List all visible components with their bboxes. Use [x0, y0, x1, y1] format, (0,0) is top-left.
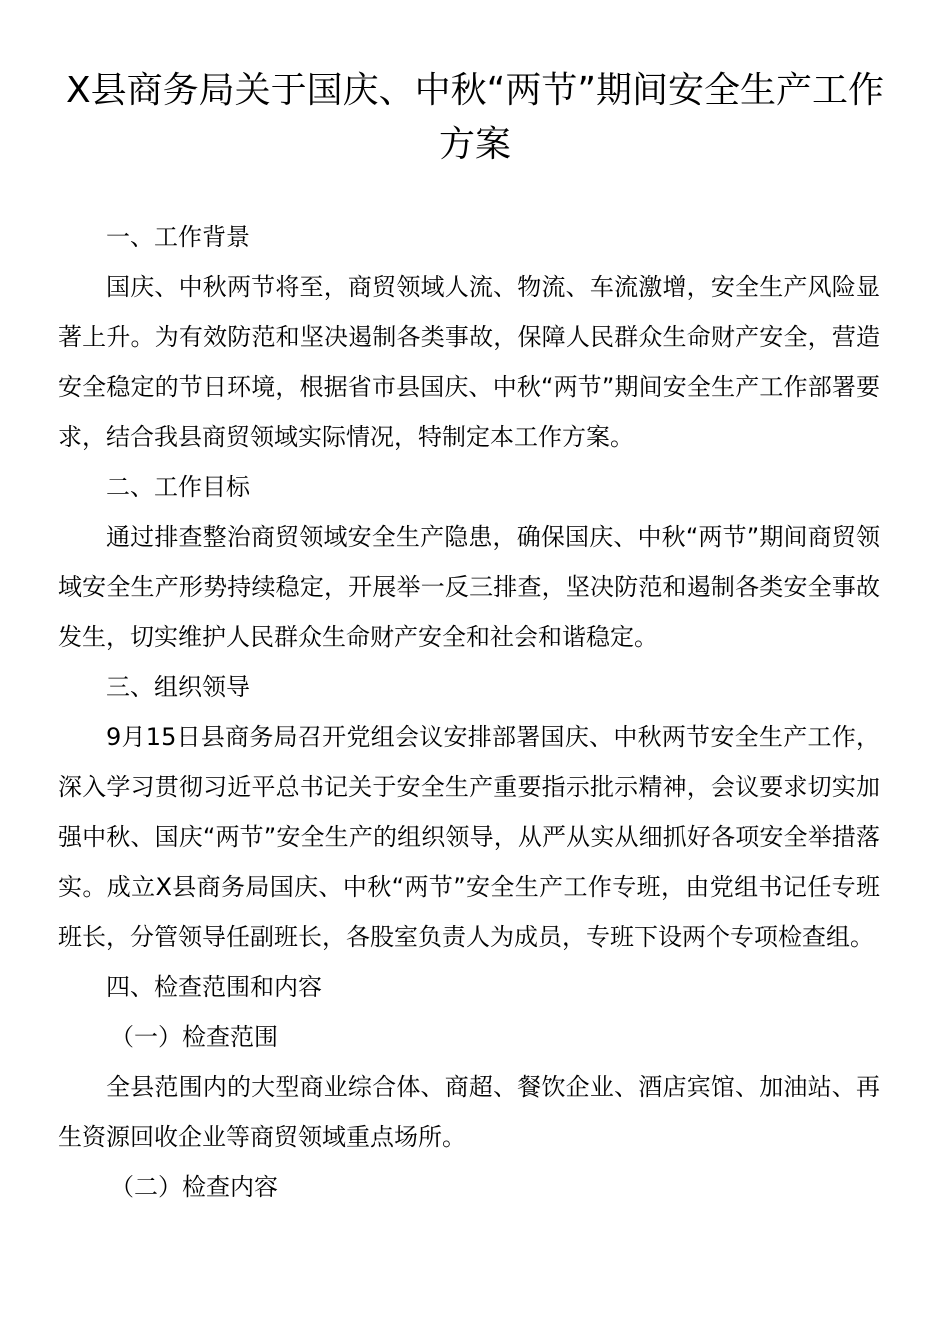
section-3-paragraph: 9月15日县商务局召开党组会议安排部署国庆、中秋两节安全生产工作，深入学习贯彻习近平总书记关于安全生产重要指示批示精神，会议要求切实加强中秋、国庆“两节”安全生产的组织领导，从严从实从细抓好各项安全举措落实。成立X县商务局国庆、中秋“两节”安全生产工作专班，由党组书记任专班班长，分管领导任副班长，各股室负责人为成员，专班下设两个专项检查组。: [58, 723, 880, 951]
section-1-heading: 一、工作背景: [106, 223, 250, 251]
section-4-scope-paragraph: 全县范围内的大型商业综合体、商超、餐饮企业、酒店宾馆、加油站、再生资源回收企业等商贸领域重点场所。: [58, 1073, 880, 1151]
section-4-heading: 四、检查范围和内容: [106, 973, 322, 1001]
document-title: X县商务局关于国庆、中秋“两节”期间安全生产工作方案: [66, 70, 884, 165]
section-3-heading: 三、组织领导: [106, 673, 250, 701]
section-4-subheading-content: （二）检查内容: [110, 1173, 278, 1201]
section-4-subheading-scope: （一）检查范围: [110, 1023, 278, 1051]
section-2-heading: 二、工作目标: [106, 473, 250, 501]
section-1-paragraph: 国庆、中秋两节将至，商贸领域人流、物流、车流激增，安全生产风险显著上升。为有效防范和坚决遏制各类事故，保障人民群众生命财产安全，营造安全稳定的节日环境，根据省市县国庆、中秋“两节”期间安全生产工作部署要求，结合我县商贸领域实际情况，特制定本工作方案。: [58, 273, 880, 451]
document-body: [58, 212, 880, 1212]
section-2-paragraph: 通过排查整治商贸领域安全生产隐患，确保国庆、中秋“两节”期间商贸领域安全生产形势持续稳定，开展举一反三排查，坚决防范和遏制各类安全事故发生，切实维护人民群众生命财产安全和社会和谐稳定。: [58, 523, 880, 651]
